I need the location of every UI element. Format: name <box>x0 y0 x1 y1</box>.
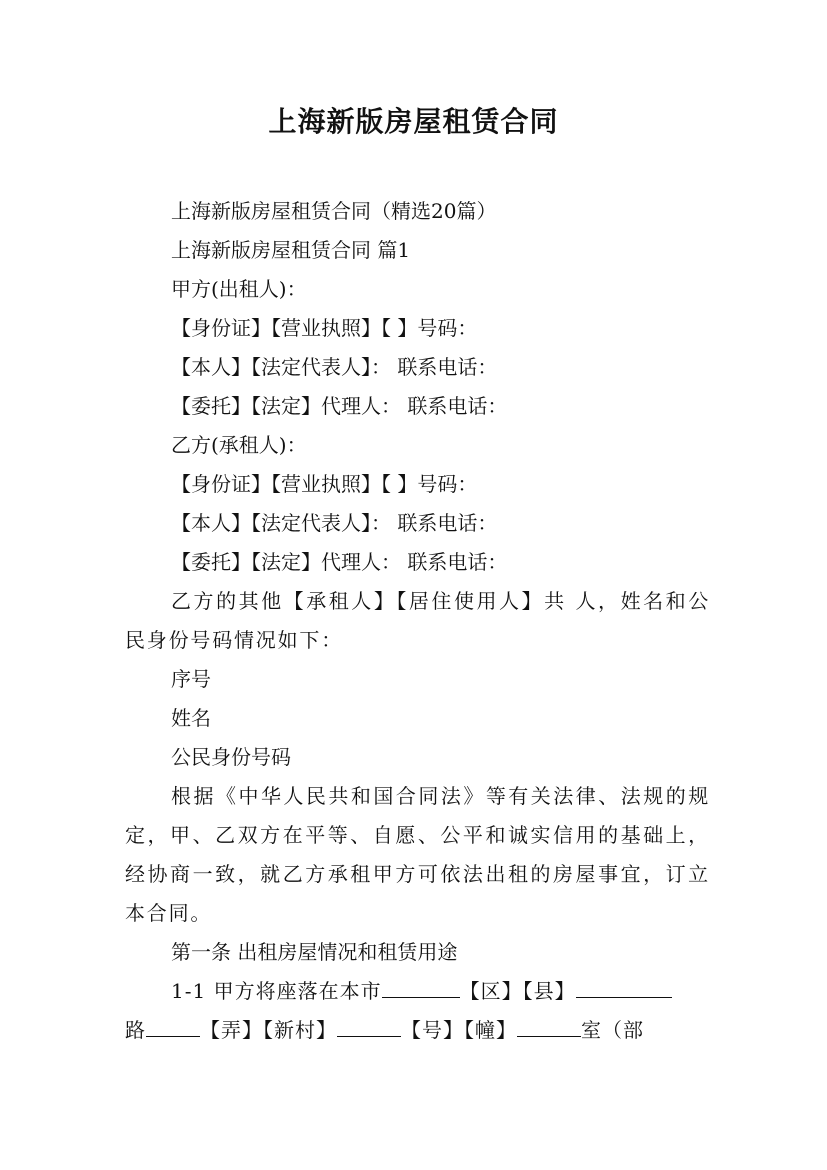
basis-paragraph: 根据《中华人民共和国合同法》等有关法律、法规的规定，甲、乙双方在平等、自愿、公平和诚实信用的基础上，经协商一致，就乙方承租甲方可依法出租的房屋事宜，订立本合同。 <box>125 784 710 925</box>
table-header-name: 姓名 <box>171 706 211 730</box>
clause-room: 室（部 <box>581 1018 644 1042</box>
blank-city-field <box>382 977 460 998</box>
clause-road: 路 <box>125 1018 146 1042</box>
document-title: 上海新版房屋租赁合同 <box>268 105 559 138</box>
clause-number-building: 【号】【幢】 <box>401 1018 517 1042</box>
clause-number: 1-1 <box>171 979 207 1003</box>
blank-lane-field <box>337 1016 401 1037</box>
subtitle-line: 上海新版房屋租赁合同（精选20篇） <box>171 199 497 223</box>
clause-1-1-line-2 <box>125 1011 710 1050</box>
party-b-id-line: 【身份证】【营业执照】【 】号码： <box>171 472 478 496</box>
blank-road-field <box>146 1016 200 1037</box>
clause-district: 【区】【县】 <box>459 979 576 1003</box>
chapter-line: 上海新版房屋租赁合同 篇1 <box>171 238 411 262</box>
blank-district-field <box>576 977 672 998</box>
blank-building-field <box>517 1016 581 1037</box>
document-body <box>125 192 710 1050</box>
table-header-id: 公民身份号码 <box>171 745 291 769</box>
table-header-seq: 序号 <box>171 667 211 691</box>
party-a-id-line: 【身份证】【营业执照】【 】号码： <box>171 316 478 340</box>
clause-1-1-line-1 <box>125 972 710 1011</box>
clause-lane: 【弄】【新村】 <box>200 1018 337 1042</box>
other-occupants-paragraph: 乙方的其他【承租人】【居住使用人】共 人，姓名和公民身份号码情况如下： <box>125 589 710 652</box>
section-1-heading: 第一条 出租房屋情况和租赁用途 <box>171 940 458 964</box>
party-a-heading: 甲方(出租人)： <box>171 277 307 301</box>
clause-text-a: 甲方将座落在本市 <box>213 979 382 1003</box>
party-b-agent-line: 【委托】【法定】代理人： 联系电话： <box>171 550 508 574</box>
party-b-rep-line: 【本人】【法定代表人】： 联系电话： <box>171 511 498 535</box>
party-a-rep-line: 【本人】【法定代表人】： 联系电话： <box>171 355 498 379</box>
party-a-agent-line: 【委托】【法定】代理人： 联系电话： <box>171 394 508 418</box>
party-b-heading: 乙方(承租人)： <box>171 433 307 457</box>
